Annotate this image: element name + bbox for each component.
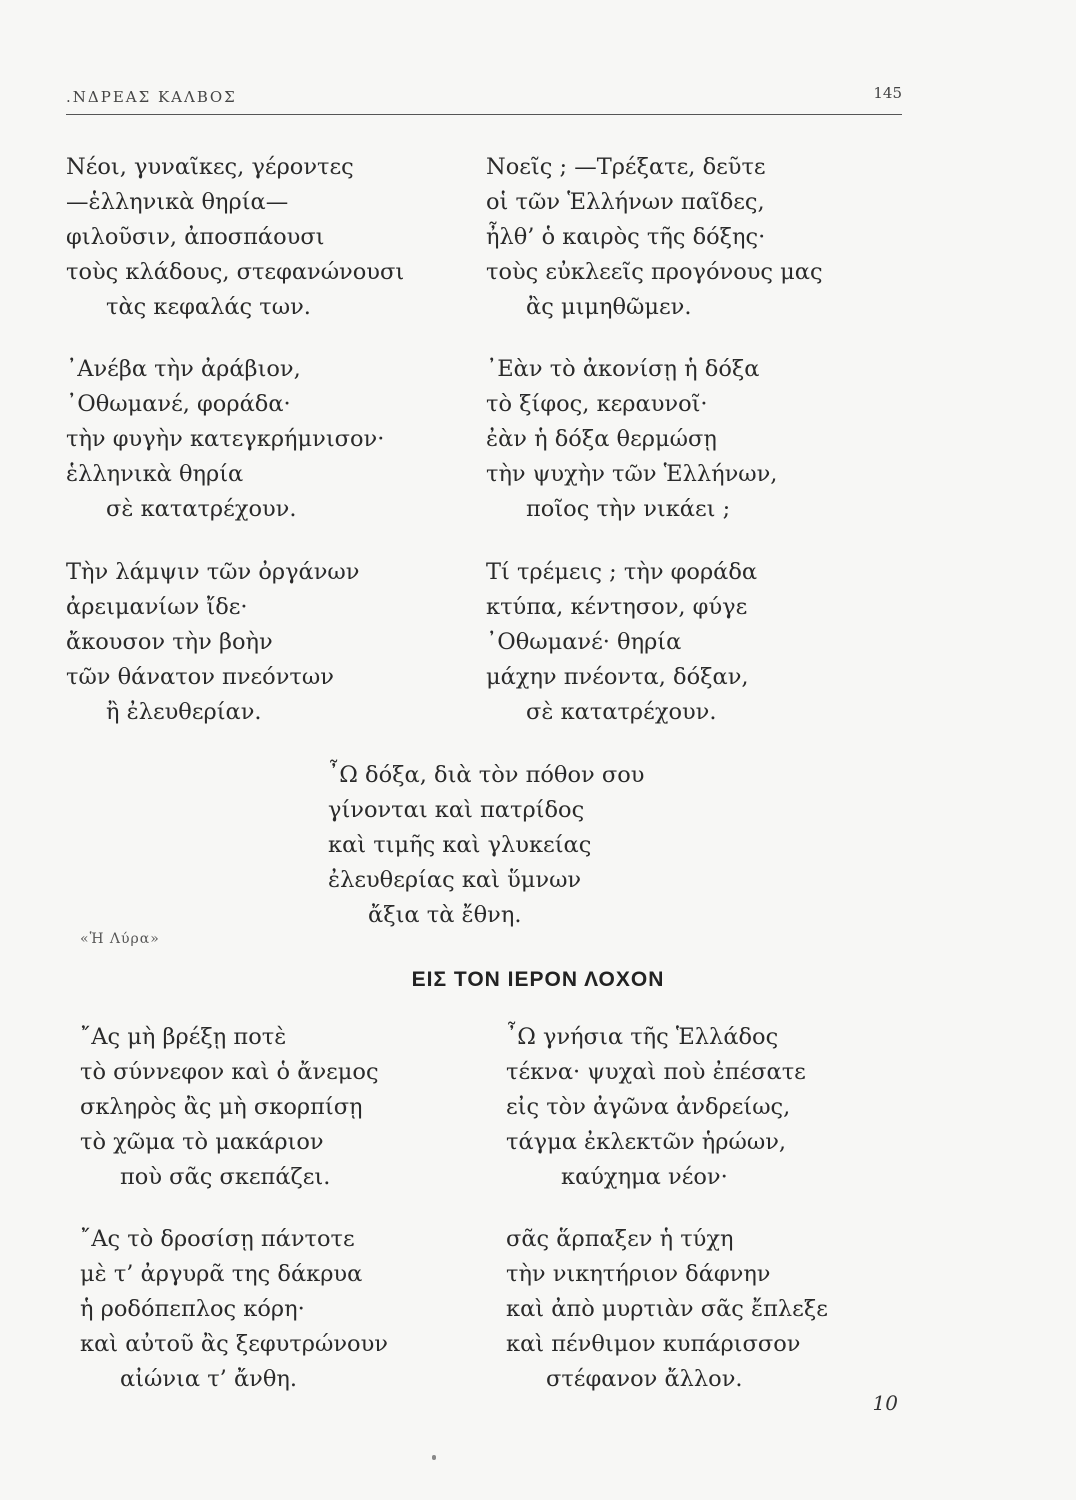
verse-line: τοὺς κλάδους, στεφανώνουσι xyxy=(66,259,405,285)
stanza-right-2 xyxy=(486,352,777,527)
verse-line: ἄξια τὰ ἔθνη. xyxy=(368,902,522,928)
verse-line: ῏Ω δόξα, διὰ τὸν πόθον σου xyxy=(328,762,645,788)
verse-line: ποῖος τὴν νικάει ; xyxy=(526,496,731,522)
verse-line: τῶν θάνατον πνεόντων xyxy=(66,664,334,690)
verse-line: οἱ τῶν Ἑλλήνων παῖδες, xyxy=(486,189,765,215)
verse-line: σᾶς ἅρπαξεν ἡ τύχη xyxy=(506,1226,734,1252)
verse-line: ἐὰν ἡ δόξα θερμώσῃ xyxy=(486,426,717,452)
verse-line: μάχην πνέοντα, δόξαν, xyxy=(486,664,749,690)
verse-line: μὲ τ’ ἀργυρᾶ της δάκρυα xyxy=(80,1261,363,1287)
verse-line: ᾿Οθωμανέ, φοράδα· xyxy=(66,391,291,417)
verse-line: τὴν ψυχὴν τῶν Ἑλλήνων, xyxy=(486,461,778,487)
verse-line: Νοεῖς ; —Τρέξατε, δεῦτε xyxy=(486,154,766,180)
stanza-right-3 xyxy=(486,555,757,730)
verse-line: τὰς κεφαλάς των. xyxy=(106,294,311,320)
verse-line: ῏Ω γνήσια τῆς Ἑλλάδος xyxy=(506,1024,779,1050)
poem-title: ΕΙΣ ΤΟΝ ΙΕΡΟΝ ΛΟΧΟΝ xyxy=(411,968,665,991)
verse-line: ἀρειμανίων ἴδε· xyxy=(66,594,248,620)
stanza-right-5 xyxy=(506,1222,828,1397)
verse-line: τέκνα· ψυχαὶ ποὺ ἐπέσατε xyxy=(506,1059,806,1085)
verse-line: τὴν φυγὴν κατεγκρήμνισον· xyxy=(66,426,385,452)
verse-line: ἢ ἐλευθερίαν. xyxy=(106,699,262,725)
verse-line: Νέοι, γυναῖκες, γέροντες xyxy=(66,154,354,180)
signature-mark: 10 xyxy=(872,1391,898,1415)
verse-line: φιλοῦσιν, ἀποσπάουσι xyxy=(66,224,325,250)
stanza-left-4 xyxy=(80,1020,379,1195)
verse-line: ἡ ροδόπεπλος κόρη· xyxy=(80,1296,305,1322)
verse-line: στέφανον ἄλλον. xyxy=(546,1366,743,1392)
verse-line: τάγμα ἐκλεκτῶν ἡρώων, xyxy=(506,1129,787,1155)
verse-line: —ἑλληνικὰ θηρία— xyxy=(66,189,289,215)
stanza-center xyxy=(328,758,644,933)
verse-line: καύχημα νέον· xyxy=(561,1164,728,1190)
verse-line: ἐλευθερίας καὶ ὕμνων xyxy=(328,867,582,893)
stanza-right-1 xyxy=(486,150,823,325)
verse-line: ᾿Οθωμανέ· θηρία xyxy=(486,629,682,655)
verse-line: αἰώνια τ’ ἄνθη. xyxy=(120,1366,298,1392)
stanza-left-5 xyxy=(80,1222,388,1397)
verse-line: ῎Ας μὴ βρέξῃ ποτὲ xyxy=(80,1024,287,1050)
verse-line: ἑλληνικὰ θηρία xyxy=(66,461,244,487)
verse-line: ῎Ας τὸ δροσίσῃ πάντοτε xyxy=(80,1226,355,1252)
stanza-left-3 xyxy=(66,555,359,730)
stanza-right-4 xyxy=(506,1020,806,1195)
verse-line: ᾿Εὰν τὸ ἀκονίσῃ ἡ δόξα xyxy=(486,356,760,382)
verse-line: εἰς τὸν ἀγῶνα ἀνδρείως, xyxy=(506,1094,791,1120)
verse-line: τοὺς εὐκλεεῖς προγόνους μας xyxy=(486,259,823,285)
verse-line: ἂς μιμηθῶμεν. xyxy=(526,294,692,320)
verse-line: ἦλθ’ ὁ καιρὸς τῆς δόξης· xyxy=(486,224,766,250)
verse-line: τὴν νικητήριον δάφνην xyxy=(506,1261,771,1287)
verse-line: τὸ σύννεφον καὶ ὁ ἄνεμος xyxy=(80,1059,379,1085)
verse-line: ᾿Ανέβα τὴν ἀράβιον, xyxy=(66,356,301,382)
verse-line: κτύπα, κέντησον, φύγε xyxy=(486,594,748,620)
verse-line: ποὺ σᾶς σκεπάζει. xyxy=(120,1164,331,1190)
source-citation: «Ἡ Λύρα» xyxy=(80,931,160,947)
verse-line: γίνονται καὶ πατρίδος xyxy=(328,797,585,823)
ink-speck xyxy=(432,1455,436,1460)
page-number: 145 xyxy=(873,84,902,102)
verse-line: καὶ πένθιμον κυπάρισσον xyxy=(506,1331,801,1357)
verse-line: καὶ αὐτοῦ ἂς ξεφυτρώνουν xyxy=(80,1331,388,1357)
stanza-left-2 xyxy=(66,352,384,527)
verse-line: σὲ κατατρέχουν. xyxy=(526,699,717,725)
verse-line: Τὴν λάμψιν τῶν ὀργάνων xyxy=(66,559,360,585)
stanza-left-1 xyxy=(66,150,404,325)
verse-line: σκληρὸς ἂς μὴ σκορπίσῃ xyxy=(80,1094,363,1120)
verse-line: σὲ κατατρέχουν. xyxy=(106,496,297,522)
verse-line: καὶ ἀπὸ μυρτιὰν σᾶς ἔπλεξε xyxy=(506,1296,828,1322)
running-head xyxy=(66,84,902,115)
verse-line: καὶ τιμῆς καὶ γλυκείας xyxy=(328,832,592,858)
running-head-author: .ΝΔΡΕΑΣ ΚΑΛΒΟΣ xyxy=(66,88,237,106)
verse-line: Τί τρέμεις ; τὴν φοράδα xyxy=(486,559,758,585)
verse-line: ἄκουσον τὴν βοὴν xyxy=(66,629,273,655)
verse-line: τὸ ξίφος, κεραυνοῖ· xyxy=(486,391,708,417)
verse-line: τὸ χῶμα τὸ μακάριον xyxy=(80,1129,324,1155)
